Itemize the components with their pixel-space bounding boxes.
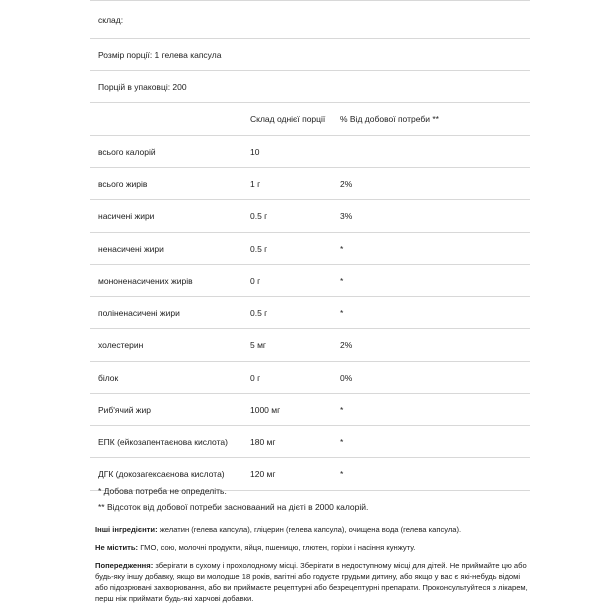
table-row [90, 168, 530, 200]
serving-size-row [90, 39, 530, 71]
product-info-footer [95, 524, 535, 611]
table-row [90, 362, 530, 394]
free-from-text: ГМО, сою, молочні продукти, яйця, пшеницю, глютен, горіхи і насіння кунжуту. [140, 543, 416, 552]
warning-text-line1: зберігати в сухому і прохолодному місці. Зберігати в недоступному місці для дітей. Не приймайте цю або [155, 561, 527, 570]
nutrient-amount: 1 г [250, 178, 261, 189]
nutrient-amount: 120 мг [250, 469, 276, 479]
free-from-label: Не містить: [95, 543, 139, 552]
table-header-row [90, 103, 530, 136]
nutrition-facts-table [90, 0, 530, 491]
nutrient-name: ненасичені жири [98, 243, 164, 254]
nutrient-daily-value: * [340, 243, 344, 254]
table-row [90, 394, 530, 426]
nutrient-daily-value: * [340, 469, 344, 479]
nutrient-name: білок [98, 372, 119, 383]
nutrient-name: всього калорій [98, 146, 156, 157]
warning [95, 560, 535, 604]
warning-text-line3: або підозрювані захворювання, або ви приймаєте рецептурні або безрецептурні препарати. Проконсультуйтеся з лікарем, [95, 583, 528, 592]
warning-label: Попередження: [95, 561, 154, 570]
nutrient-amount: 0.5 г [250, 211, 268, 221]
servings-per-container-label: Порцій в упаковці: 200 [98, 81, 187, 92]
composition-row [90, 1, 530, 39]
nutrient-name: ДГК (докозагексаєнова кислота) [98, 469, 225, 479]
nutrient-daily-value: 0% [340, 372, 353, 383]
nutrient-daily-value: * [340, 404, 344, 415]
table-row [90, 329, 530, 362]
other-ingredients [95, 524, 535, 535]
nutrient-daily-value: 2% [340, 340, 353, 350]
free-from [95, 542, 535, 553]
nutrient-daily-value: * [340, 436, 344, 447]
nutrient-name: мононенасичених жирів [98, 275, 193, 286]
nutrient-daily-value: * [340, 275, 344, 286]
servings-per-container-row [90, 71, 530, 103]
footnote-daily-value-not-established: * Добова потреба не определіть. [98, 486, 227, 496]
nutrient-name: Риб'ячий жир [98, 404, 151, 415]
nutrient-daily-value: * [340, 307, 344, 318]
table-row [90, 297, 530, 329]
nutrient-name: поліненасичені жири [98, 307, 180, 318]
table-row [90, 136, 530, 168]
nutrient-amount: 0.5 г [250, 307, 268, 318]
nutrient-amount: 10 [250, 146, 260, 157]
nutrient-amount: 180 мг [250, 436, 276, 447]
nutrient-amount: 0 г [250, 275, 261, 286]
column-header-daily-value: % Від добової потреби ** [340, 114, 439, 124]
other-ingredients-label: Інші інгредієнти: [95, 525, 158, 534]
other-ingredients-text: желатин (гелева капсула), гліцерин (гелева капсула), очищена вода (гелева капсула). [159, 525, 462, 534]
nutrient-daily-value: 3% [340, 211, 353, 221]
table-row [90, 265, 530, 297]
nutrient-amount: 0 г [250, 372, 261, 383]
nutrient-name: всього жирів [98, 178, 148, 189]
nutrient-amount: 5 мг [250, 340, 267, 350]
serving-size-label: Розмір порції: 1 гелева капсула [98, 49, 222, 60]
composition-label: склад: [98, 14, 124, 25]
nutrient-daily-value: 2% [340, 178, 353, 189]
nutrient-amount: 0.5 г [250, 243, 268, 254]
nutrient-name: насичені жири [98, 211, 155, 221]
nutrient-name: холестерин [98, 340, 144, 350]
warning-text-line2: будь-яку іншу добавку, якщо ви молодше 18 років, вагітні або годуєте грудьми дитину, або якщо у вас є які-небудь відомі [95, 572, 521, 581]
table-row [90, 200, 530, 233]
column-header-amount: Склад однієї порції [250, 114, 326, 124]
footnote-percent-daily-value: ** Відсоток від добової потреби засновааний на дієті в 2000 калорій. [98, 502, 369, 512]
table-row [90, 426, 530, 458]
table-row [90, 233, 530, 265]
nutrient-amount: 1000 мг [250, 404, 281, 415]
nutrient-name: ЕПК (ейкозапентаєнова кислота) [98, 436, 228, 447]
warning-text-line4: перш ніж приймати будь-які харчові добавки. [95, 594, 254, 603]
